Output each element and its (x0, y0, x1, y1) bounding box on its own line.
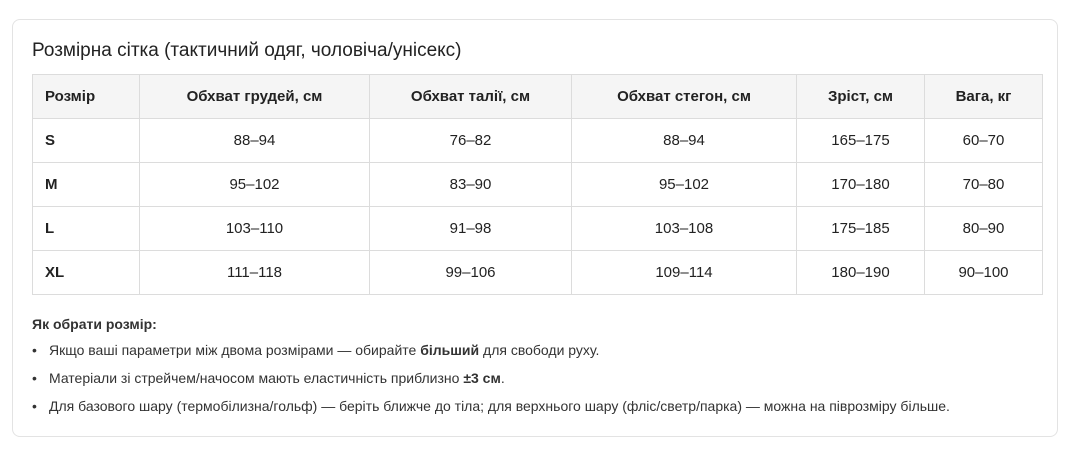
cell-chest: 88–94 (140, 119, 370, 163)
header-weight: Вага, кг (925, 75, 1043, 119)
table-row (33, 163, 1043, 207)
tip-emphasis: більший (420, 342, 480, 358)
cell-waist: 76–82 (370, 119, 572, 163)
cell-size: S (33, 119, 140, 163)
cell-hips: 103–108 (572, 207, 797, 251)
bullet-icon: • (32, 342, 37, 358)
bullet-icon: • (32, 370, 37, 386)
table-row (33, 207, 1043, 251)
table-row (33, 251, 1043, 295)
cell-weight: 70–80 (925, 163, 1043, 207)
tip-emphasis: ±3 см (463, 370, 501, 386)
tip-text: Якщо ваші параметри між двома розмірами — обирайте (49, 342, 421, 358)
cell-hips: 95–102 (572, 163, 797, 207)
cell-weight: 80–90 (925, 207, 1043, 251)
list-item (32, 341, 950, 359)
cell-chest: 111–118 (140, 251, 370, 295)
tip-text: Для базового шару (термобілизна/гольф) — беріть ближче до тіла; для верхнього шару (фліс/светр/парка) — можна на піврозміру більше. (49, 398, 950, 414)
cell-chest: 103–110 (140, 207, 370, 251)
table-row (33, 119, 1043, 163)
cell-size: M (33, 163, 140, 207)
cell-height: 165–175 (797, 119, 925, 163)
header-waist: Обхват талії, см (370, 75, 572, 119)
cell-chest: 95–102 (140, 163, 370, 207)
cell-waist: 91–98 (370, 207, 572, 251)
cell-hips: 109–114 (572, 251, 797, 295)
size-table (32, 74, 1043, 295)
cell-waist: 83–90 (370, 163, 572, 207)
header-size: Розмір (33, 75, 140, 119)
cell-height: 175–185 (797, 207, 925, 251)
size-guide-heading: Як обрати розмір: (32, 316, 157, 332)
tip-text-end: для свободи руху. (479, 342, 600, 358)
size-chart-card (12, 19, 1058, 437)
header-chest: Обхват грудей, см (140, 75, 370, 119)
cell-height: 170–180 (797, 163, 925, 207)
list-item (32, 369, 950, 387)
page-title: Розмірна сітка (тактичний одяг, чоловіча/унісекс) (32, 40, 462, 61)
cell-size: XL (33, 251, 140, 295)
cell-weight: 90–100 (925, 251, 1043, 295)
cell-size: L (33, 207, 140, 251)
cell-height: 180–190 (797, 251, 925, 295)
tip-text-end: . (500, 370, 505, 386)
header-height: Зріст, см (797, 75, 925, 119)
table-header-row (33, 75, 1043, 119)
list-item (32, 397, 950, 415)
cell-waist: 99–106 (370, 251, 572, 295)
cell-weight: 60–70 (925, 119, 1043, 163)
tip-text: Матеріали зі стрейчем/начосом мають еластичність приблизно (49, 370, 464, 386)
header-hips: Обхват стегон, см (572, 75, 797, 119)
bullet-icon: • (32, 398, 37, 414)
cell-hips: 88–94 (572, 119, 797, 163)
size-guide-list (32, 341, 950, 425)
